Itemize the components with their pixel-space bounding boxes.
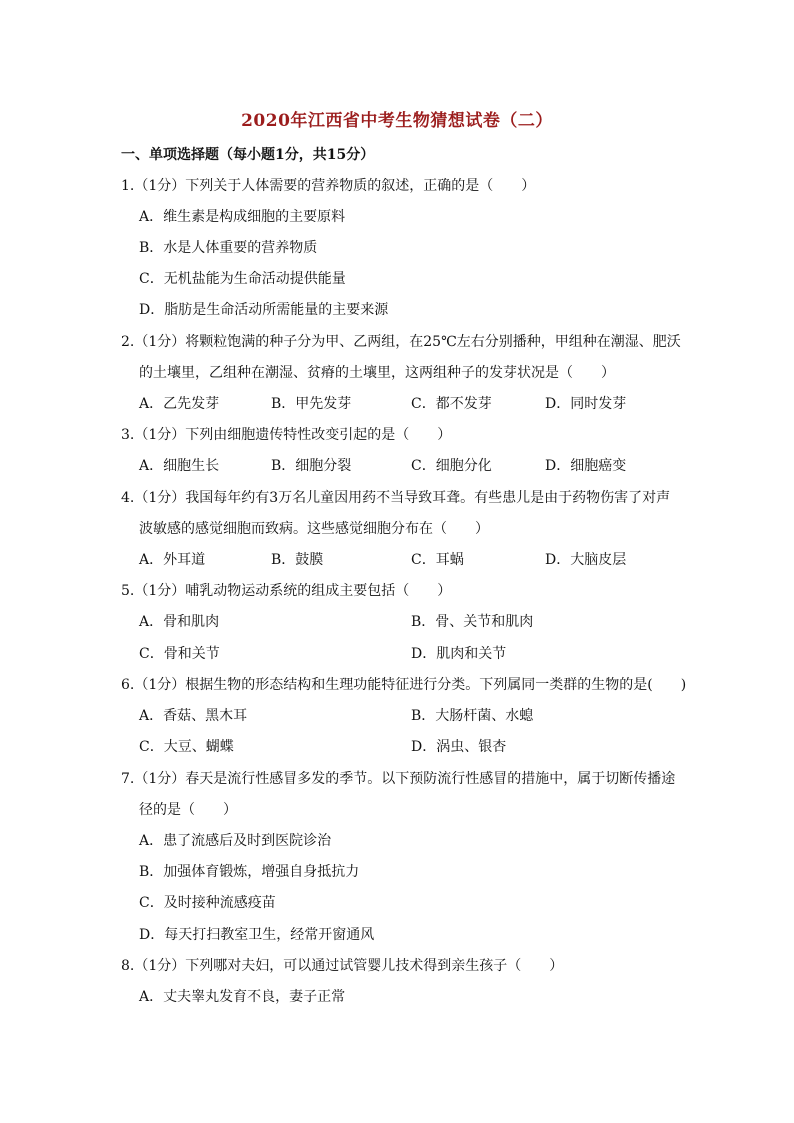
question-6-option-b: B．大肠杆菌、水螅: [411, 708, 534, 724]
question-7-option-a: A．患了流感后及时到医院诊治: [139, 833, 332, 849]
page-title: 2020年江西省中考生物猜想试卷（二）: [241, 111, 553, 131]
question-7-stem-line-2: 径的是（ ）: [139, 802, 237, 818]
question-5-option-a: A．骨和肌肉: [139, 614, 220, 630]
question-5-stem: 5.（1分）哺乳动物运动系统的组成主要包括（ ）: [121, 583, 452, 599]
question-2-stem-line-1: 2.（1分）将颗粒饱满的种子分为甲、乙两组，在25℃左右分别播种，甲组种在潮湿、肥沃: [121, 334, 681, 350]
question-2-stem-line-2: 的土壤里，乙组种在潮湿、贫瘠的土壤里，这两组种子的发芽状况是（ ）: [139, 365, 615, 381]
question-2-option-b: B．甲先发芽: [271, 396, 352, 412]
question-8-option-a: A．丈夫睾丸发育不良，妻子正常: [139, 989, 346, 1005]
question-3-option-c: C．细胞分化: [411, 458, 492, 474]
question-1-option-d: D．脂肪是生命活动所需能量的主要来源: [139, 302, 389, 318]
question-1-stem: 1.（1分）下列关于人体需要的营养物质的叙述，正确的是（ ）: [121, 178, 536, 194]
question-1-option-b: B．水是人体重要的营养物质: [139, 240, 318, 256]
question-5-option-d: D．肌肉和关节: [411, 646, 507, 662]
question-6-option-a: A．香菇、黑木耳: [139, 708, 248, 724]
question-2-option-c: C．都不发芽: [411, 396, 492, 412]
question-3-option-a: A．细胞生长: [139, 458, 220, 474]
question-4-stem-line-1: 4.（1分）我国每年约有3万名儿童因用药不当导致耳聋。有些患儿是由于药物伤害了对声: [121, 490, 671, 506]
question-4-stem-line-2: 波敏感的感觉细胞而致病。这些感觉细胞分布在（ ）: [139, 521, 489, 537]
question-3-option-b: B．细胞分裂: [271, 458, 352, 474]
question-2-option-d: D．同时发芽: [545, 396, 627, 412]
question-7-option-d: D．每天打扫教室卫生，经常开窗通风: [139, 927, 375, 943]
question-1-option-a: A．维生素是构成细胞的主要原料: [139, 209, 346, 225]
question-6-stem: 6.（1分）根据生物的形态结构和生理功能特征进行分类。下列属同一类群的生物的是( ): [121, 677, 687, 693]
question-7-option-c: C．及时接种流感疫苗: [139, 895, 276, 911]
section-heading: 一、单项选择题（每小题1分，共15分）: [121, 147, 375, 163]
question-3-option-d: D．细胞癌变: [545, 458, 627, 474]
question-4-option-b: B．鼓膜: [271, 552, 324, 568]
question-5-option-b: B．骨、关节和肌肉: [411, 614, 534, 630]
question-4-option-d: D．大脑皮层: [545, 552, 627, 568]
question-3-stem: 3.（1分）下列由细胞遗传特性改变引起的是（ ）: [121, 427, 452, 443]
question-6-option-c: C．大豆、蝴蝶: [139, 739, 234, 755]
question-6-option-d: D．涡虫、银杏: [411, 739, 507, 755]
question-4-option-a: A．外耳道: [139, 552, 206, 568]
question-1-option-c: C．无机盐能为生命活动提供能量: [139, 271, 346, 287]
question-4-option-c: C．耳蜗: [411, 552, 464, 568]
question-5-option-c: C．骨和关节: [139, 646, 220, 662]
question-8-stem: 8.（1分）下列哪对夫妇，可以通过试管婴儿技术得到亲生孩子（ ）: [121, 958, 564, 974]
question-2-option-a: A．乙先发芽: [139, 396, 220, 412]
question-7-stem-line-1: 7.（1分）春天是流行性感冒多发的季节。以下预防流行性感冒的措施中，属于切断传播途: [121, 771, 676, 787]
question-7-option-b: B．加强体育锻炼，增强自身抵抗力: [139, 864, 360, 880]
